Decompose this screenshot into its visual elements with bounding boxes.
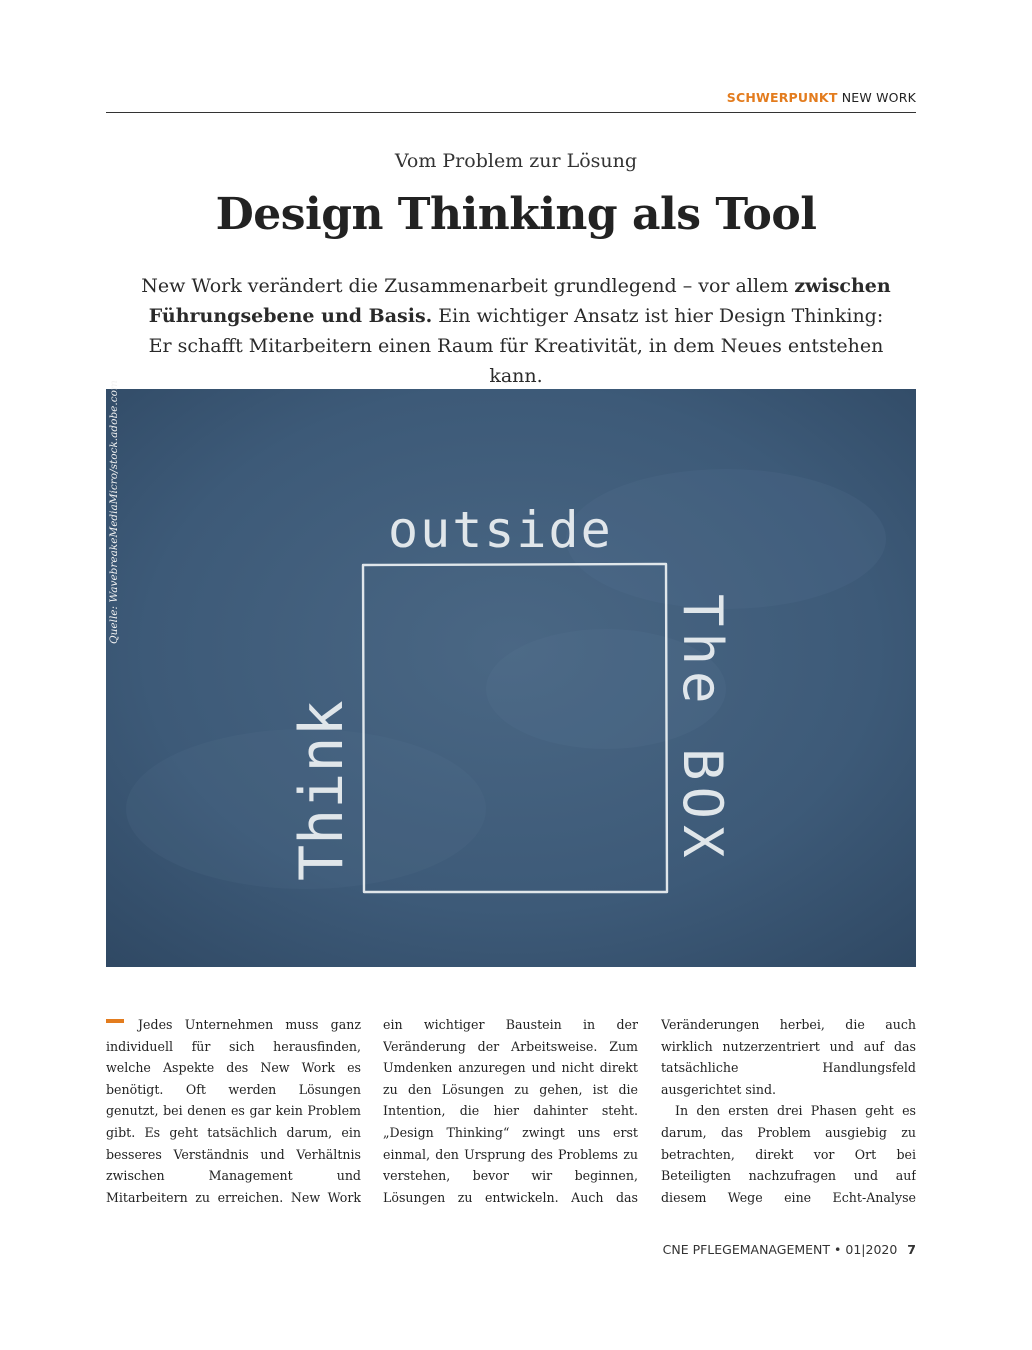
- body-paragraph: In den ersten drei Phasen geht es darum, das Problem ausgiebig zu betrachten, direkt vor Ort bei Beteiligten nachzufragen und auf diesem Wege eine Echt-Analyse: [661, 1103, 916, 1205]
- body-column-1: [106, 1014, 361, 1210]
- section-name: NEW WORK: [841, 90, 916, 105]
- body-paragraph: [106, 1014, 361, 1210]
- body-text-run: Jedes Unternehmen muss ganz individuell für sich herausfinden, welche Aspekte des New Work es benötigt. Oft werden Lösungen genutzt, bei denen es gar kein Problem gibt. Es geht tatsächlich darum, ein besseres Verständnis und Verhältnis zwischen Management und Mitarbeitern zu erreichen. New Work: [106, 1017, 361, 1205]
- lead-text-start: New Work verändert die Zusammenarbeit grundlegend – vor allem: [141, 275, 795, 297]
- article-kicker: Vom Problem zur Lösung: [394, 150, 638, 172]
- lead-text-bold: zwischen Führungsebene und Basis.: [148, 275, 891, 327]
- chalkboard-photo: [106, 380, 916, 967]
- article-lead: [136, 271, 896, 391]
- issue-number: 01|2020: [845, 1242, 898, 1257]
- article-start-dash-icon: [106, 1019, 124, 1023]
- body-paragraph: ein wichtiger Baustein in der Veränderung der Arbeitsweise. Zum Umdenken anzuregen und nicht direkt zu den Lösungen zu gehen, ist die Intention, die hier dahinter steht. „Design Thinking“ zwingt uns erst einmal, den Ursprung des Problems zu verstehen, bevor wir beginnen, Lösungen zu entwickeln. Auch das: [383, 1017, 638, 1205]
- body-column-2: [383, 1014, 638, 1210]
- photo-credit: Quelle: WavebreakeMediaMicro/stock.adobe.com: [108, 380, 120, 644]
- chalkboard-illustration: [106, 380, 916, 967]
- page-number: 7: [907, 1242, 916, 1257]
- header-rule: [106, 112, 916, 113]
- chalk-word-think: Think: [287, 700, 357, 881]
- body-paragraph: Veränderungen herbei, die auch wirklich nutzerzentriert und auf das tatsächliche Handlungsfeld ausgerichtet sind.: [661, 1017, 916, 1097]
- section-label: [727, 90, 916, 105]
- article-title: Design Thinking als Tool: [215, 189, 817, 240]
- page-footer: [663, 1242, 916, 1257]
- section-accent: SCHWERPUNKT: [726, 90, 838, 105]
- body-column-3: [661, 1014, 916, 1210]
- chalk-word-the-box: The BOX: [671, 594, 734, 864]
- footer-separator: •: [834, 1242, 842, 1257]
- chalk-word-outside: outside: [388, 501, 613, 559]
- lead-text-end: Ein wichtiger Ansatz ist hier Design Thinking: Er schafft Mitarbeitern einen Raum für Kreativität, in dem Neues entstehen kann.: [148, 305, 884, 387]
- publication-name: CNE PFLEGEMANAGEMENT: [662, 1242, 831, 1257]
